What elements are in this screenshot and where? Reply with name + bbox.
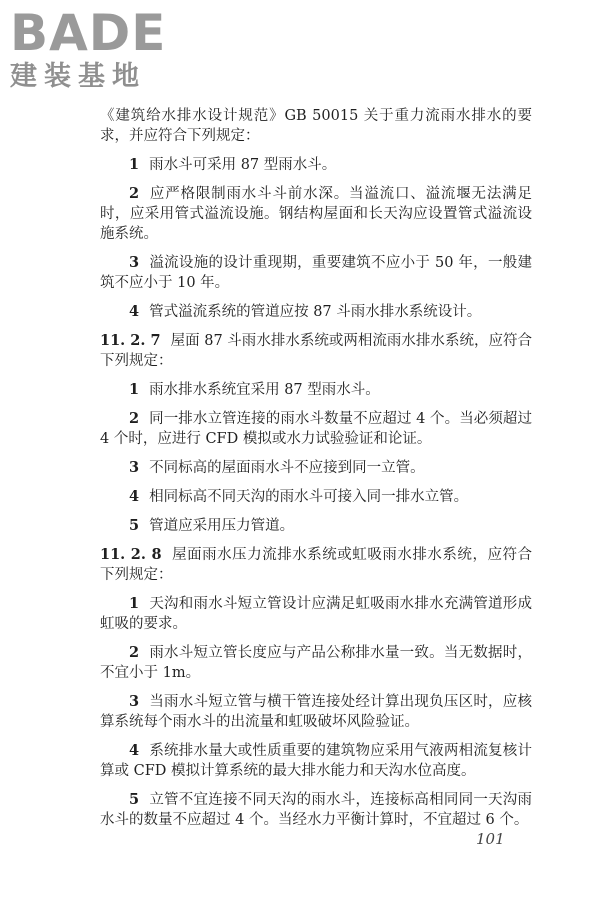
item-number: 1 <box>129 381 140 398</box>
logo-brand: BADE <box>10 4 167 62</box>
item-text: 同一排水立管连接的雨水斗数量不应超过 4 个。当必须超过 4 个时，应进行 CFD 模拟或水力试验验证和论证。 <box>100 411 532 447</box>
item-number: 4 <box>129 742 140 759</box>
item-text: 系统排水量大或性质重要的建筑物应采用气液两相流复核计算或 CFD 模拟计算系统的最大排水能力和天沟水位高度。 <box>100 743 532 779</box>
list2-item-4 <box>100 487 532 507</box>
list3-item-2 <box>100 643 532 683</box>
item-text: 溢流设施的设计重现期，重要建筑不应小于 50 年，一般建筑不应小于 10 年。 <box>100 255 532 291</box>
item-text: 天沟和雨水斗短立管设计应满足虹吸雨水排水充满管道形成虹吸的要求。 <box>100 596 532 632</box>
item-text: 雨水斗可采用 87 型雨水斗。 <box>149 157 337 173</box>
list3-item-3 <box>100 692 532 732</box>
page-number: 101 <box>476 830 505 848</box>
item-number: 2 <box>129 185 140 202</box>
item-text: 管式溢流系统的管道应按 87 斗雨水排水系统设计。 <box>149 304 482 320</box>
clause-number: 11. 2. 8 <box>100 546 162 563</box>
item-number: 4 <box>129 303 140 320</box>
list2-item-3 <box>100 458 532 478</box>
item-number: 2 <box>129 644 140 661</box>
list2-item-2 <box>100 409 532 449</box>
list2-item-5 <box>100 516 532 536</box>
clause-text: 屋面雨水压力流排水系统或虹吸雨水排水系统，应符合下列规定： <box>100 547 532 583</box>
list1-item-2 <box>100 184 532 244</box>
clause-number: 11. 2. 7 <box>100 332 161 349</box>
logo-subtitle: 建装基地 <box>10 61 146 92</box>
list3-item-5 <box>100 790 532 830</box>
item-text: 雨水斗短立管长度应与产品公称排水量一致。当无数据时，不宜小于 1m。 <box>100 645 532 681</box>
item-number: 1 <box>129 595 140 612</box>
clause-11-2-8 <box>100 545 532 585</box>
item-number: 3 <box>129 254 140 271</box>
list2-item-1 <box>100 380 532 400</box>
list1-item-3 <box>100 253 532 293</box>
item-text: 相同标高不同天沟的雨水斗可接入同一排水立管。 <box>149 489 469 505</box>
list3-item-4 <box>100 741 532 781</box>
intro-paragraph: 《建筑给水排水设计规范》GB 50015 关于重力流雨水排水的要求，并应符合下列规定： <box>100 108 532 144</box>
item-text: 不同标高的屋面雨水斗不应接到同一立管。 <box>149 460 425 476</box>
page-body <box>100 106 532 839</box>
item-text: 应严格限制雨水斗斗前水深。当溢流口、溢流堰无法满足时，应采用管式溢流设施。钢结构屋面和长天沟应设置管式溢流设施系统。 <box>100 186 532 242</box>
list1-item-1 <box>100 155 532 175</box>
item-text: 当雨水斗短立管与横干管连接处经计算出现负压区时，应核算系统每个雨水斗的出流量和虹吸破坏风险验证。 <box>100 694 532 730</box>
item-number: 4 <box>129 488 140 505</box>
clause-text: 屋面 87 斗雨水排水系统或两相流雨水排水系统，应符合下列规定： <box>100 333 532 369</box>
logo <box>8 6 178 96</box>
item-number: 2 <box>129 410 140 427</box>
item-text: 立管不宜连接不同天沟的雨水斗，连接标高相同同一天沟雨水斗的数量不应超过 4 个。当经水力平衡计算时，不宜超过 6 个。 <box>100 792 532 828</box>
clause-11-2-7 <box>100 331 532 371</box>
item-text: 管道应采用压力管道。 <box>149 518 295 534</box>
item-number: 5 <box>129 791 140 808</box>
list1-item-4 <box>100 302 532 322</box>
item-text: 雨水排水系统宜采用 87 型雨水斗。 <box>149 382 380 398</box>
item-number: 5 <box>129 517 140 534</box>
item-number: 3 <box>129 459 140 476</box>
item-number: 3 <box>129 693 140 710</box>
list3-item-1 <box>100 594 532 634</box>
item-number: 1 <box>129 156 140 173</box>
